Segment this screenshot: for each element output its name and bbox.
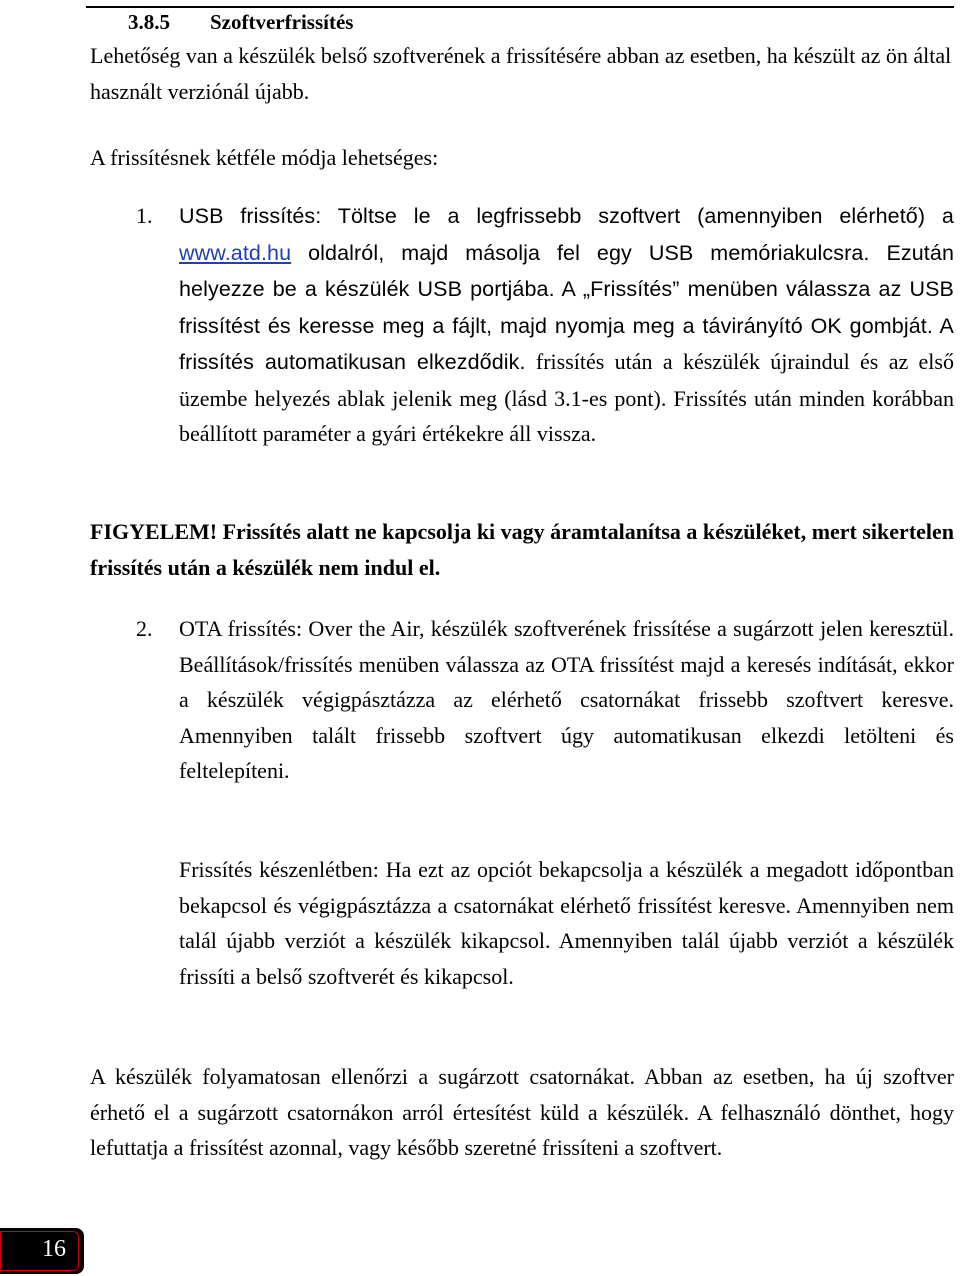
item1-number: 1. <box>136 203 153 228</box>
page-number-tab <box>0 1228 84 1274</box>
item1-text-rest: oldalról, majd másolja fel egy USB memóriakulcsra. Ezután helyezze be a készülék USB portjába. A „Frissítés” menüben válassza az USB frissítést és keresse meg a fájlt, majd nyomja meg a távirányító OK gombját. A frissítés automatikusan elkezdődik. <box>179 240 954 374</box>
section-title: Szoftverfrissítés <box>210 10 354 34</box>
website-link-part2: hu <box>267 240 292 265</box>
item1-text-start: USB frissítés: Töltse le a legfrissebb szoftvert (amennyiben elérhető) a <box>179 204 954 228</box>
modes-intro: A frissítésnek kétféle módja lehetséges: <box>90 145 439 170</box>
item1-text <box>179 198 954 452</box>
section-number: 3.8.5 <box>128 10 170 34</box>
item2-number: 2. <box>136 616 153 641</box>
website-link[interactable] <box>179 241 291 265</box>
standby-paragraph: Frissítés készenlétben: Ha ezt az opciót bekapcsolja a készülék a megadott időpontban bekapcsol és végigpásztázza a csatornákat elérhető frissítést keresve. Amennyiben nem talál újabb verziót a készülék kikapcsol. Amennyiben talál újabb verziót a készülék frissíti a belső szoftverét és kikapcsol. <box>179 857 954 989</box>
warning-paragraph: FIGYELEM! Frissítés alatt ne kapcsolja ki vagy áramtalanítsa a készüléket, mert sikertelen frissítés után a készülék nem indul el. <box>90 519 955 580</box>
website-link-part1: www.atd. <box>179 240 268 265</box>
page-number: 16 <box>42 1236 66 1262</box>
item1-text-serif: frissítés után a készülék újraindul és az első üzembe helyezés ablak jelenik meg (lásd 3.1-es pont). Frissítés után minden korábban beállított paraméter a gyári értékekre áll vissza. <box>179 349 954 446</box>
item2-text: OTA frissítés: Over the Air, készülék szoftverének frissítése a sugárzott jelen keresztül. Beállítások/frissítés menüben válassza az OTA frissítést majd a keresés indítását, ekkor a készülék végigpásztázza az elérhető csatornákat frissebb szoftvert keresve. Amennyiben talált frissebb szoftvert úgy automatikusan elkezdi letölteni és feltelepíteni. <box>179 616 954 783</box>
closing-paragraph: A készülék folyamatosan ellenőrzi a sugárzott csatornákat. Abban az esetben, ha új szoftver érhető el a sugárzott csatornákon arról értesítést küld a készülék. A felhasználó dönthet, hogy lefuttatja a frissítést azonnal, vagy később szeretné frissíteni a szoftvert. <box>90 1064 954 1160</box>
intro-paragraph: Lehetőség van a készülék belső szoftverének a frissítésére abban az esetben, ha készült az ön által használt verziónál újabb. <box>90 43 952 104</box>
section-heading <box>128 8 353 36</box>
